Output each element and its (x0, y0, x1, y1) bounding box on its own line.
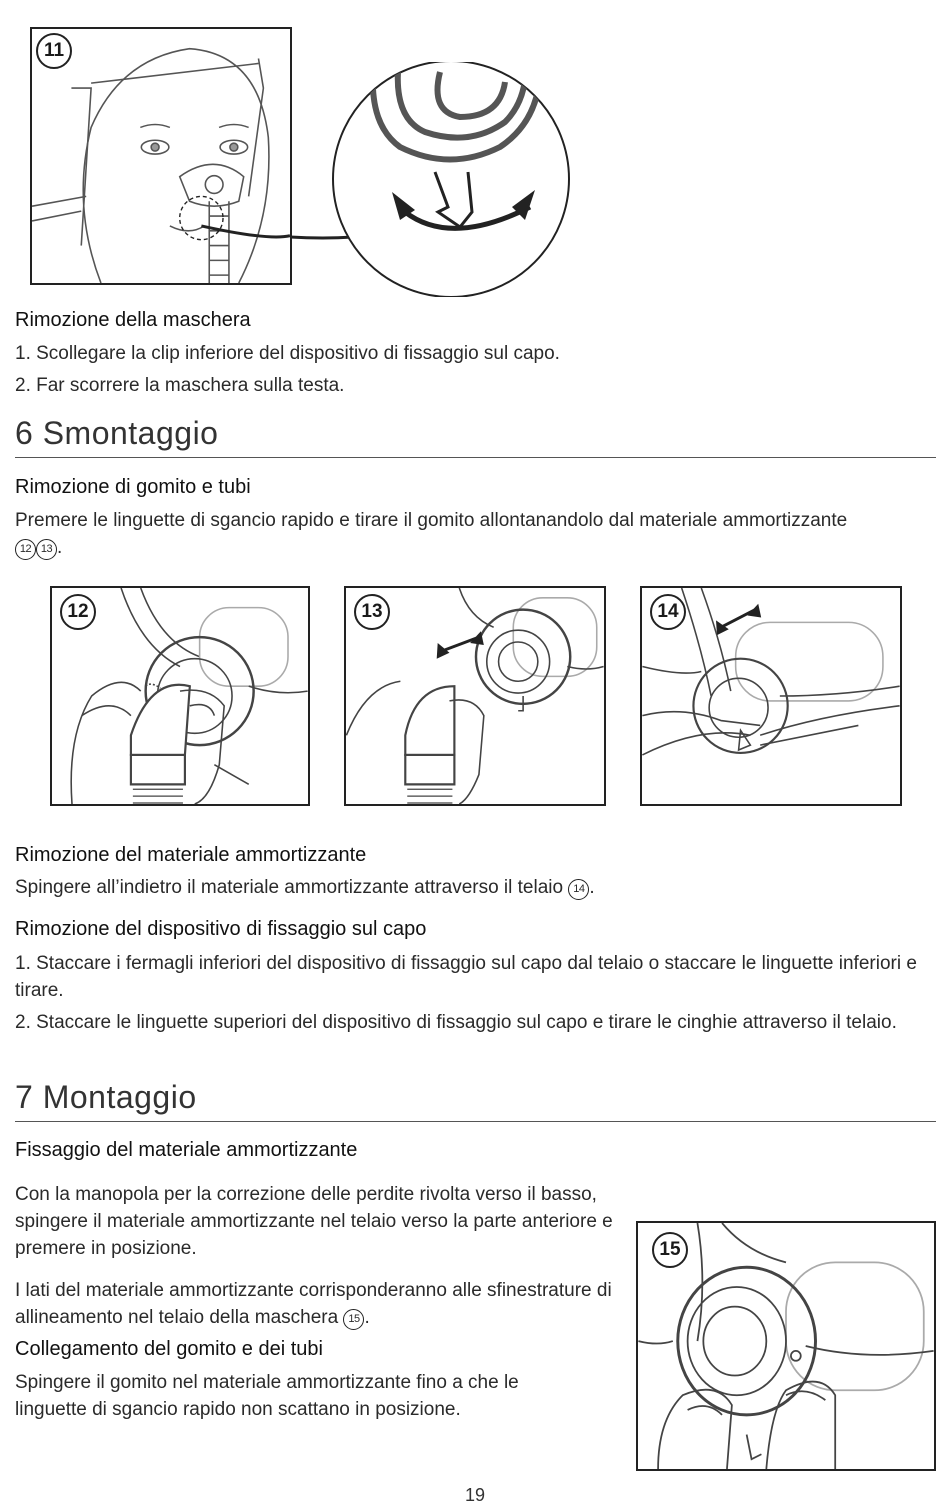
figure-11-number: 11 (36, 33, 72, 69)
elbow-removal-text-end: . (57, 537, 63, 558)
cushion-attach-para2-end: . (364, 1307, 370, 1328)
section-6-rule (15, 457, 936, 458)
cushion-attach-para2 (15, 1277, 615, 1331)
figure-13-number: 13 (354, 594, 390, 630)
elbow-removal-text (15, 507, 940, 561)
figure-11 (30, 27, 292, 285)
figure-12 (50, 586, 310, 806)
ref-figure-15: 15 (343, 1309, 364, 1330)
section-removal-step2: 2. Far scorrere la maschera sulla testa. (15, 375, 345, 396)
page-number: 19 (464, 1485, 486, 1505)
section-removal-step1: 1. Scollegare la clip inferiore del dispositivo di fissaggio sul capo. (15, 343, 560, 364)
ref-figure-13: 13 (36, 539, 57, 560)
figure-11-illustration (32, 29, 290, 283)
cushion-removal-text (15, 874, 595, 901)
headgear-removal-title: Rimozione del dispositivo di fissaggio sul capo (15, 918, 427, 940)
section-removal-title: Rimozione della maschera (15, 309, 251, 331)
figure-15-number: 15 (652, 1232, 688, 1268)
elbow-removal-text-body: Premere le linguette di sgancio rapido e tirare il gomito allontanandolo dal materiale ammortizzante (15, 510, 848, 531)
section-6-heading: 6 Smontaggio (15, 415, 219, 451)
headgear-removal-step1: 1. Staccare i fermagli inferiori del dispositivo di fissaggio sul capo dal telaio o staccare le linguette inferiori e tirare. (15, 953, 917, 1001)
elbow-removal-title: Rimozione di gomito e tubi (15, 476, 251, 498)
cushion-removal-text-body: Spingere all’indietro il materiale ammortizzante attraverso il telaio (15, 877, 564, 898)
cushion-attach-para2-body: I lati del materiale ammortizzante corrisponderanno alle sfinestrature di allineamento nel telaio della maschera (15, 1280, 612, 1328)
ref-figure-12: 12 (15, 539, 36, 560)
cushion-removal-title: Rimozione del materiale ammortizzante (15, 844, 367, 866)
cushion-attach-title: Fissaggio del materiale ammortizzante (15, 1139, 358, 1161)
section-7-heading: 7 Montaggio (15, 1079, 197, 1115)
ref-figure-14: 14 (568, 879, 589, 900)
elbow-attach-text: Spingere il gomito nel materiale ammortizzante fino a che le linguette di sgancio rapido non scattano in posizione. (15, 1372, 519, 1420)
figure-14 (640, 586, 902, 806)
section-7-rule (15, 1121, 936, 1122)
figure-15 (636, 1221, 936, 1471)
cushion-removal-text-end: . (589, 877, 595, 898)
cushion-attach-para1: Con la manopola per la correzione delle perdite rivolta verso il basso, spingere il materiale ammortizzante nel telaio verso la parte anteriore e premere in posizione. (15, 1184, 613, 1259)
elbow-attach-title: Collegamento del gomito e dei tubi (15, 1338, 323, 1360)
figure-12-number: 12 (60, 594, 96, 630)
figure-11-magnified-detail (330, 62, 572, 297)
figure-13 (344, 586, 606, 806)
figure-14-number: 14 (650, 594, 686, 630)
headgear-removal-step2: 2. Staccare le linguette superiori del dispositivo di fissaggio sul capo e tirare le cinghie attraverso il telaio. (15, 1012, 897, 1033)
